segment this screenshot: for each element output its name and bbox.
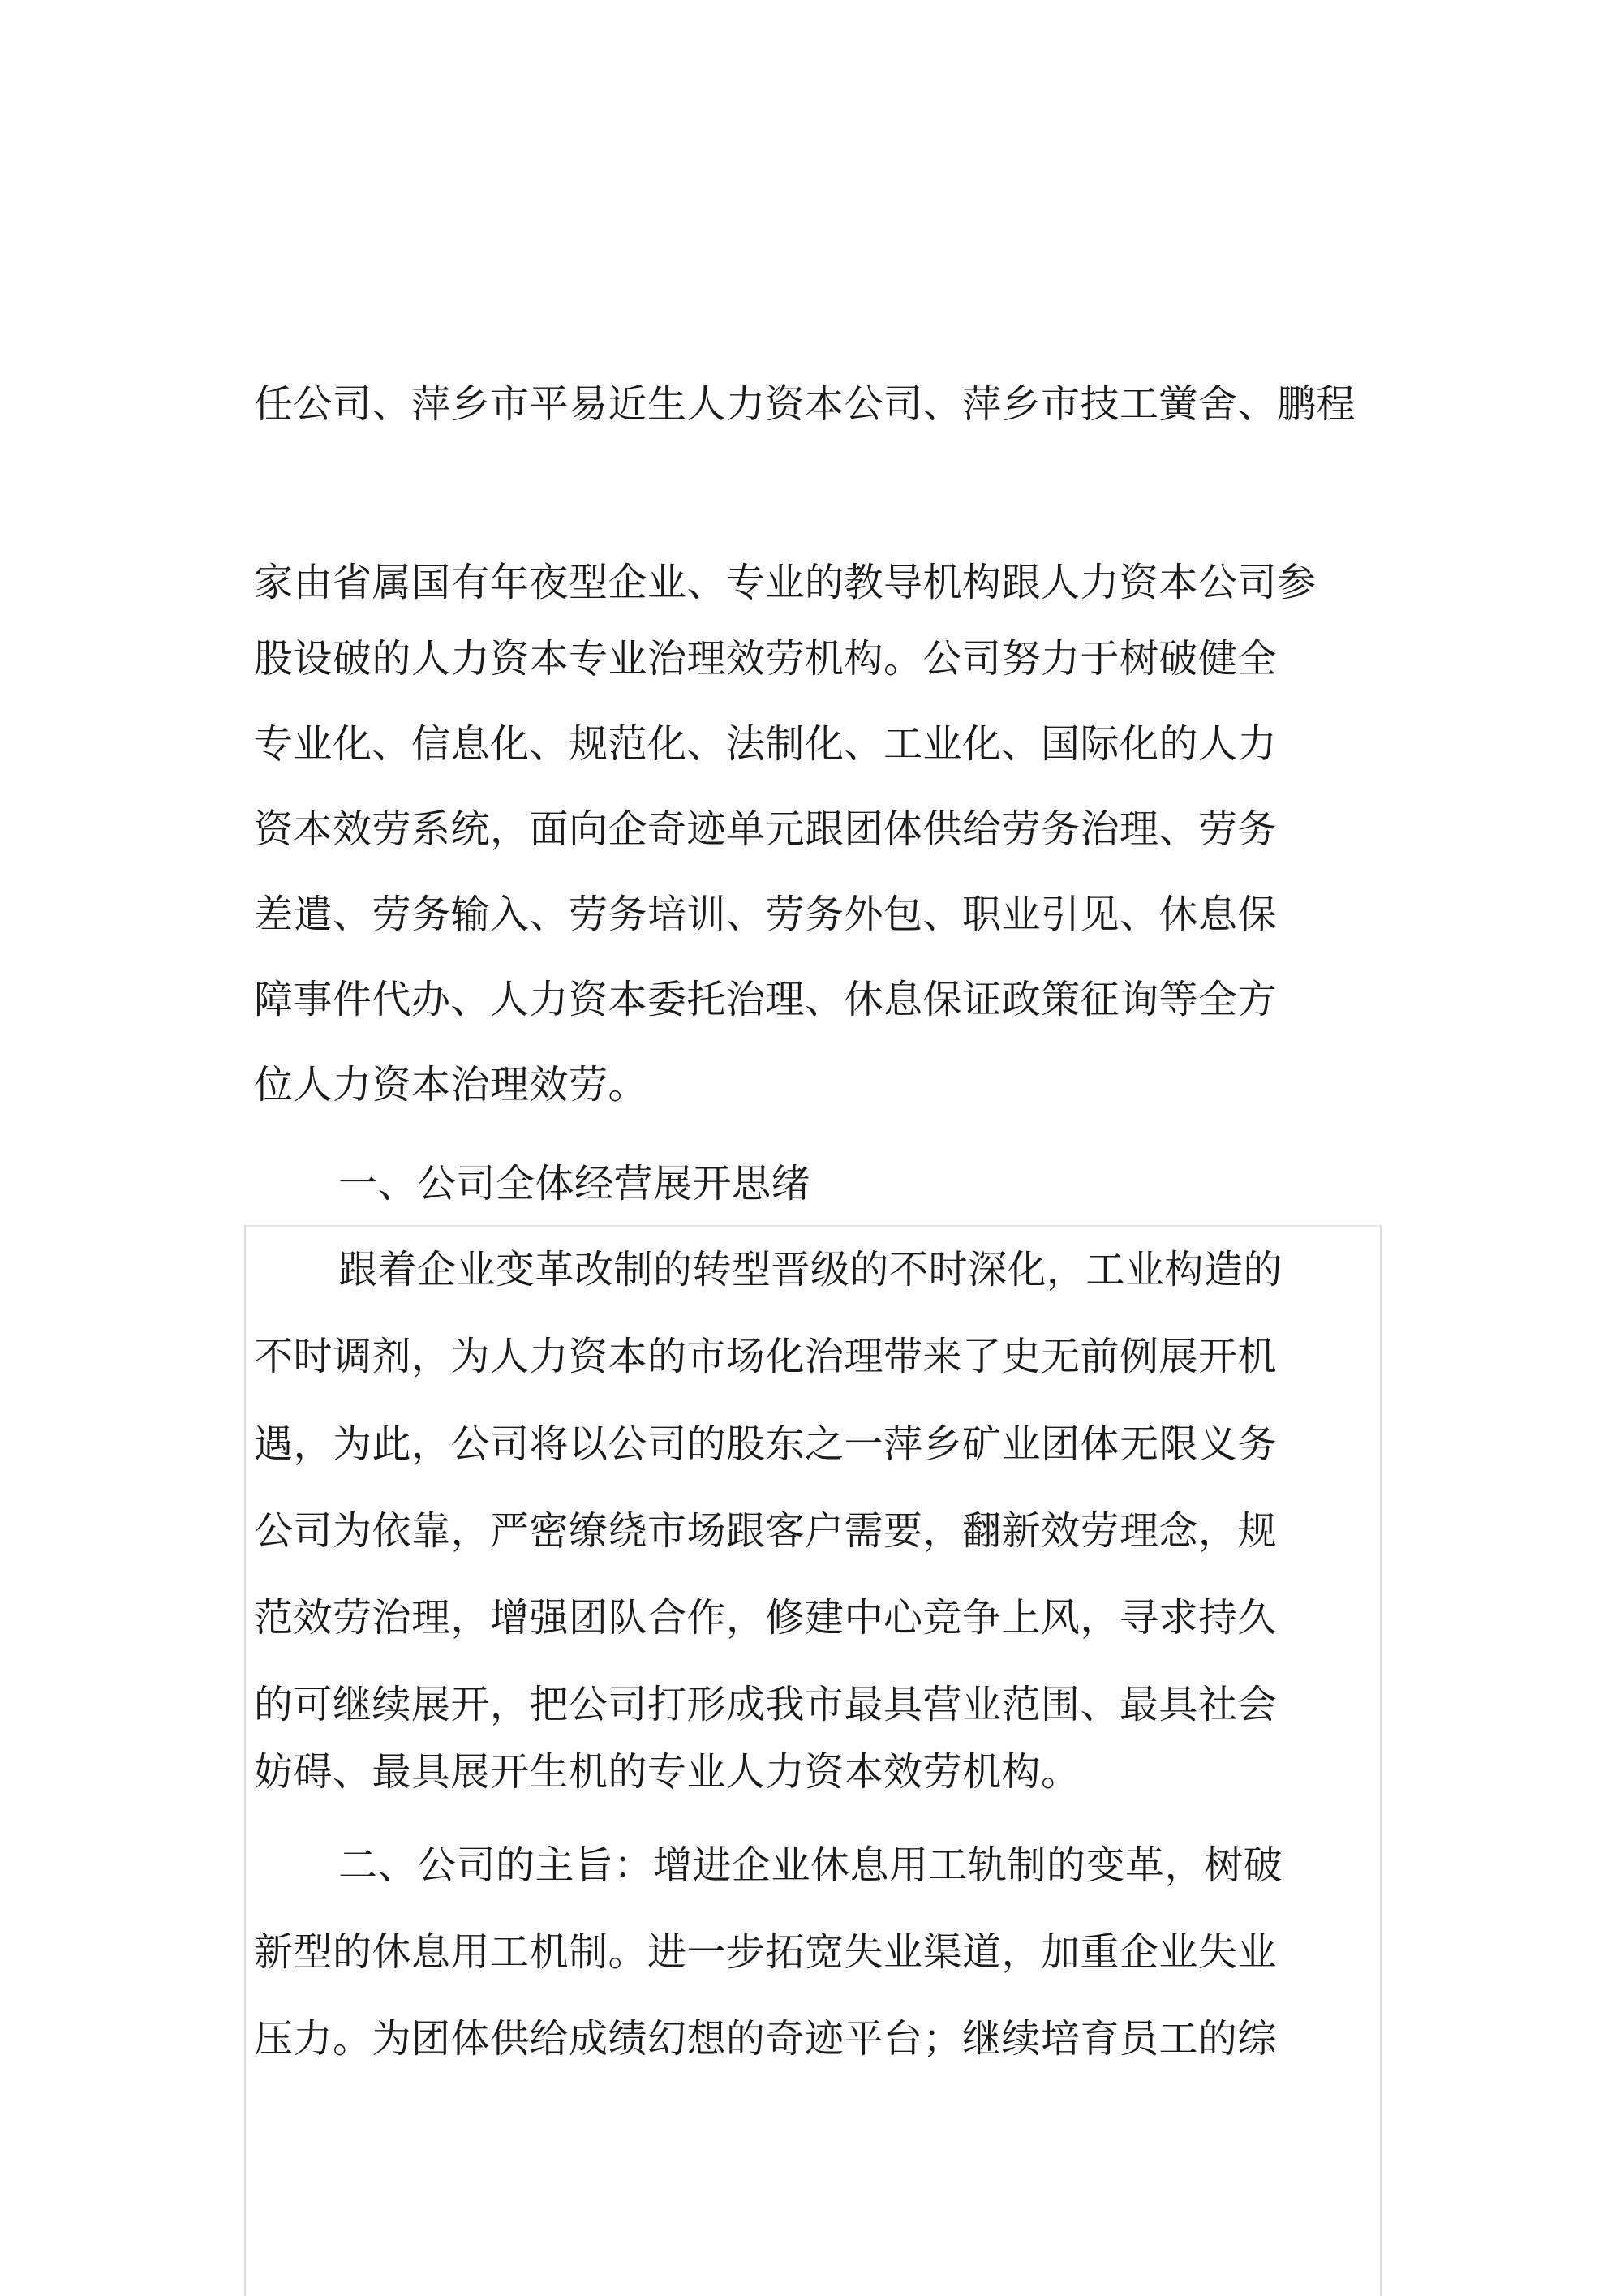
text-line: 任公司、萍乡市平易近生人力资本公司、萍乡市技工黉舍、鹏程 bbox=[254, 381, 1356, 427]
text-line: 股设破的人力资本专业治理效劳机构。公司努力于树破健全 bbox=[254, 636, 1278, 681]
text-line: 家由省属国有年夜型企业、专业的教导机构跟人力资本公司参 bbox=[254, 560, 1317, 605]
section-heading: 一、公司全体经营展开思绪 bbox=[338, 1161, 811, 1206]
text-line: 障事件代办、人力资本委托治理、休息保证政策征询等全方 bbox=[254, 977, 1278, 1022]
text-line: 妨碍、最具展开生机的专业人力资本效劳机构。 bbox=[254, 1749, 1081, 1795]
text-line: 新型的休息用工机制。进一步拓宽失业渠道，加重企业失业 bbox=[254, 1929, 1278, 1975]
text-line: 遇，为此，公司将以公司的股东之一萍乡矿业团体无限义务 bbox=[254, 1421, 1278, 1467]
text-line: 专业化、信息化、规范化、法制化、工业化、国际化的人力 bbox=[254, 721, 1278, 767]
text-line: 差遣、劳务输入、劳务培训、劳务外包、职业引见、休息保 bbox=[254, 892, 1278, 937]
text-line: 公司为依靠，严密缭绕市场跟客户需要，翻新效劳理念，规 bbox=[254, 1508, 1278, 1554]
text-line: 资本效劳系统，面向企奇迹单元跟团体供给劳务治理、劳务 bbox=[254, 806, 1278, 852]
section-heading-paragraph: 二、公司的主旨：增进企业休息用工轨制的变革，树破 bbox=[338, 1842, 1283, 1888]
text-line: 跟着企业变革改制的转型晋级的不时深化，工业构造的 bbox=[338, 1247, 1283, 1292]
text-line: 范效劳治理，增强团队合作，修建中心竞争上风，寻求持久 bbox=[254, 1595, 1278, 1640]
text-line: 位人力资本治理效劳。 bbox=[254, 1062, 648, 1107]
text-line: 的可继续展开，把公司打形成我市最具营业范围、最具社会 bbox=[254, 1682, 1278, 1727]
text-line: 压力。为团体供给成绩幻想的奇迹平台；继续培育员工的综 bbox=[254, 2016, 1278, 2062]
text-line: 不时调剂，为人力资本的市场化治理带来了史无前例展开机 bbox=[254, 1334, 1278, 1379]
